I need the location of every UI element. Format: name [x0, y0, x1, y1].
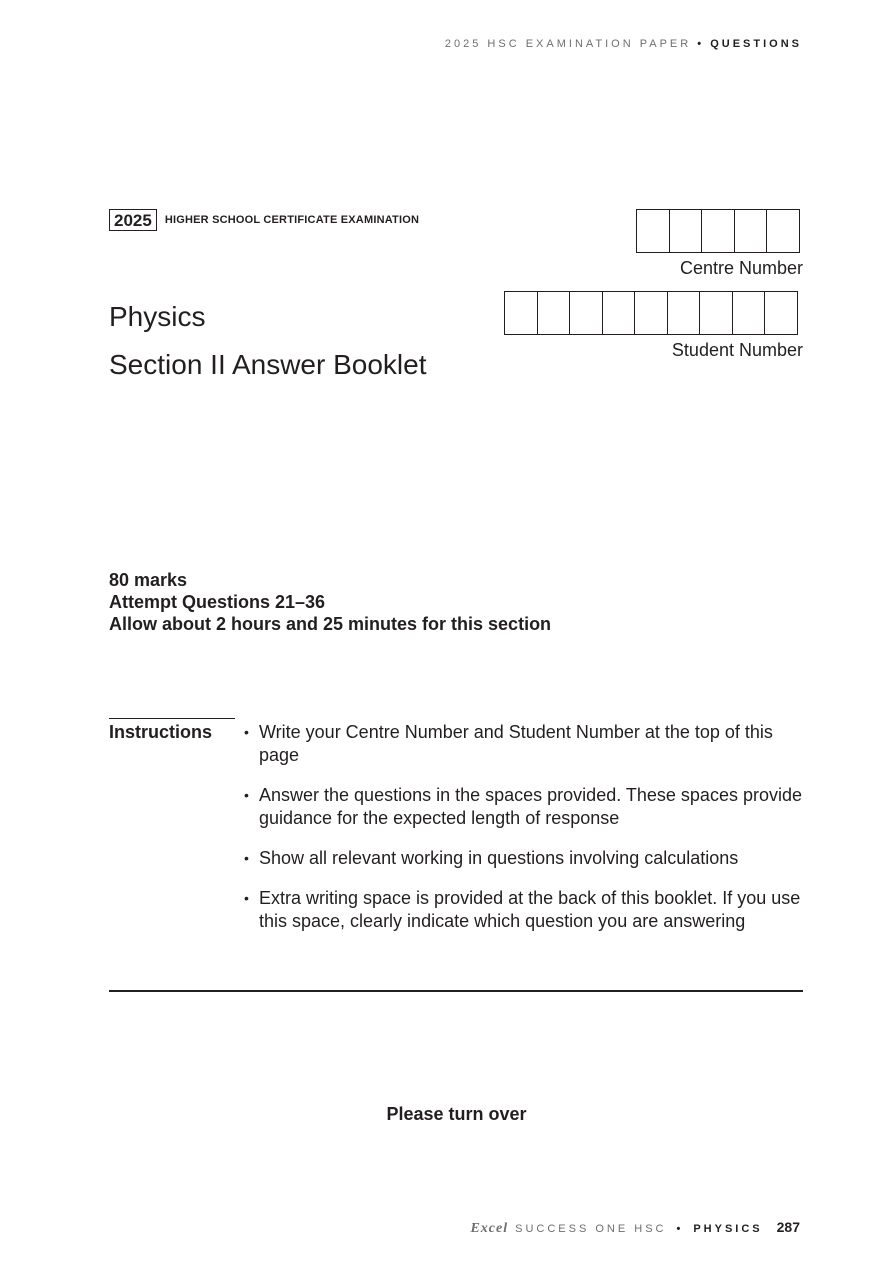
- exam-year-badge: 2025: [109, 209, 157, 231]
- instructions-heading: Instructions: [109, 722, 213, 742]
- centre-number-digit-box[interactable]: [767, 210, 800, 252]
- student-number-label: Student Number: [671, 340, 803, 360]
- student-number-digit-box[interactable]: [765, 292, 798, 334]
- brand-logo: Excel: [470, 1221, 509, 1236]
- student-number-digit-box[interactable]: [570, 292, 603, 334]
- student-number-digit-box[interactable]: [700, 292, 733, 334]
- footer-subject: PHYSICS: [693, 1223, 763, 1235]
- instructions-rule: [109, 718, 235, 719]
- instruction-text: Extra writing space is provided at the back of this booklet. If you use this space, clearly indicate which question you are answering: [259, 888, 801, 931]
- centre-number-digit-box[interactable]: [702, 210, 735, 252]
- student-number-digit-box[interactable]: [668, 292, 701, 334]
- instruction-text: Show all relevant working in questions involving calculations: [259, 848, 739, 868]
- time-allowance: Allow about 2 hours and 25 minutes for this section: [109, 614, 552, 634]
- centre-number-digit-box[interactable]: [670, 210, 703, 252]
- bullet-icon: •: [244, 850, 249, 866]
- booklet-title: Section II Answer Booklet: [109, 349, 427, 380]
- instruction-item: [244, 887, 809, 933]
- page-number: 287: [776, 1219, 800, 1235]
- centre-number-digit-box[interactable]: [735, 210, 768, 252]
- exam-name: HIGHER SCHOOL CERTIFICATE EXAMINATION: [164, 214, 420, 226]
- running-header: [445, 38, 802, 50]
- instruction-text: Answer the questions in the spaces provided. These spaces provide guidance for the expected length of response: [259, 785, 802, 828]
- attempt-questions: Attempt Questions 21–36: [109, 592, 326, 612]
- page-footer: [470, 1219, 800, 1237]
- footer-separator: •: [676, 1223, 684, 1235]
- centre-number-boxes[interactable]: [636, 209, 800, 253]
- subject-title: Physics: [109, 301, 206, 332]
- marks-block: [109, 569, 551, 635]
- bullet-icon: •: [244, 724, 249, 740]
- student-number-digit-box[interactable]: [505, 292, 538, 334]
- student-number-boxes[interactable]: [504, 291, 798, 335]
- bullet-icon: •: [244, 890, 249, 906]
- centre-number-label: Centre Number: [679, 258, 803, 278]
- section-divider: [109, 990, 803, 992]
- centre-number-digit-box[interactable]: [637, 210, 670, 252]
- student-number-digit-box[interactable]: [538, 292, 571, 334]
- exam-line: [109, 209, 419, 231]
- instruction-item: [244, 847, 809, 870]
- running-header-section: QUESTIONS: [710, 38, 802, 50]
- instruction-text: Write your Centre Number and Student Number at the top of this page: [259, 722, 773, 765]
- instructions-list: [244, 721, 809, 950]
- total-marks: 80 marks: [109, 570, 188, 590]
- instruction-item: [244, 784, 809, 830]
- running-header-separator: •: [697, 38, 705, 50]
- instruction-item: [244, 721, 809, 767]
- turn-over-notice: Please turn over: [386, 1104, 527, 1124]
- running-header-title: 2025 HSC EXAMINATION PAPER: [444, 38, 692, 50]
- student-number-digit-box[interactable]: [635, 292, 668, 334]
- student-number-digit-box[interactable]: [733, 292, 766, 334]
- student-number-digit-box[interactable]: [603, 292, 636, 334]
- footer-series: SUCCESS ONE HSC: [515, 1223, 667, 1235]
- bullet-icon: •: [244, 787, 249, 803]
